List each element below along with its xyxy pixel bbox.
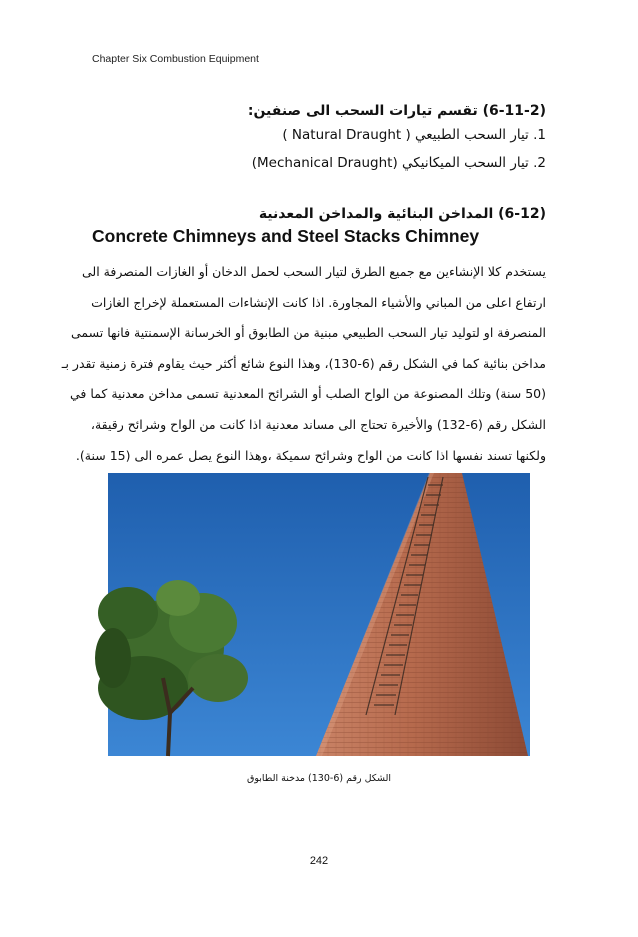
page-number: 242 — [309, 855, 329, 867]
paragraph-line: مداخن بنائية كما في الشكل رقم (6-130)، وهذا النوع شائع أكثر حيث يقاوم فترة زمنية تقدر بـ — [61, 355, 546, 371]
figure-caption: الشكل رقم (6-130) مدخنة الطابوق — [246, 773, 392, 784]
paragraph-line: (50 سنة) وتلك المصنوعة من الواح الصلب أو الشرائح المعدنية تسمى مداخن معدنية كما في — [70, 386, 546, 402]
paragraph-line: ارتفاع اعلى من المباني والأشياء المجاورة. اذا كانت الإنشاءات المستعملة لإخراج الغازات — [91, 294, 546, 310]
paragraph-line: المنصرفة او لتوليد تيار السحب الطبيعي مبنية من الطابوق أو الخرسانة الإسمنتية فانها تسمى — [71, 325, 546, 341]
running-header: Chapter Six Combustion Equipment — [92, 53, 259, 65]
section-heading-chimneys-en: Concrete Chimneys and Steel Stacks Chimney — [92, 226, 480, 246]
paragraph-line: يستخدم كلا الإنشاءين مع جميع الطرق لتيار السحب لحمل الدخان أو الغازات المنصرفة الى — [81, 264, 546, 279]
body-paragraph — [61, 257, 546, 471]
list-item-mechanical-draught: 2. تيار السحب الميكانيكي (Mechanical Draught) — [251, 155, 546, 171]
brick-chimney-photo — [108, 473, 530, 756]
list-item-natural-draught: 1. تيار السحب الطبيعي ( Natural Draught ) — [282, 127, 546, 143]
paragraph-line: الشكل رقم (6-132) والأخيرة تحتاج الى مساند معدنية اذا كانت من الواح وشرائح رقيقة، — [90, 416, 546, 432]
section-heading-draught-types: (6-11-2) تقسم تيارات السحب الى صنفين: — [247, 103, 546, 119]
section-heading-chimneys-ar: (6-12) المداخن البنائية والمداخن المعدنية — [258, 206, 546, 222]
paragraph-line: ولكنها تسند نفسها اذا كانت من الواح وشرائح سميكة ،وهذا النوع يصل عمره الى (15 سنة). — [75, 447, 546, 463]
